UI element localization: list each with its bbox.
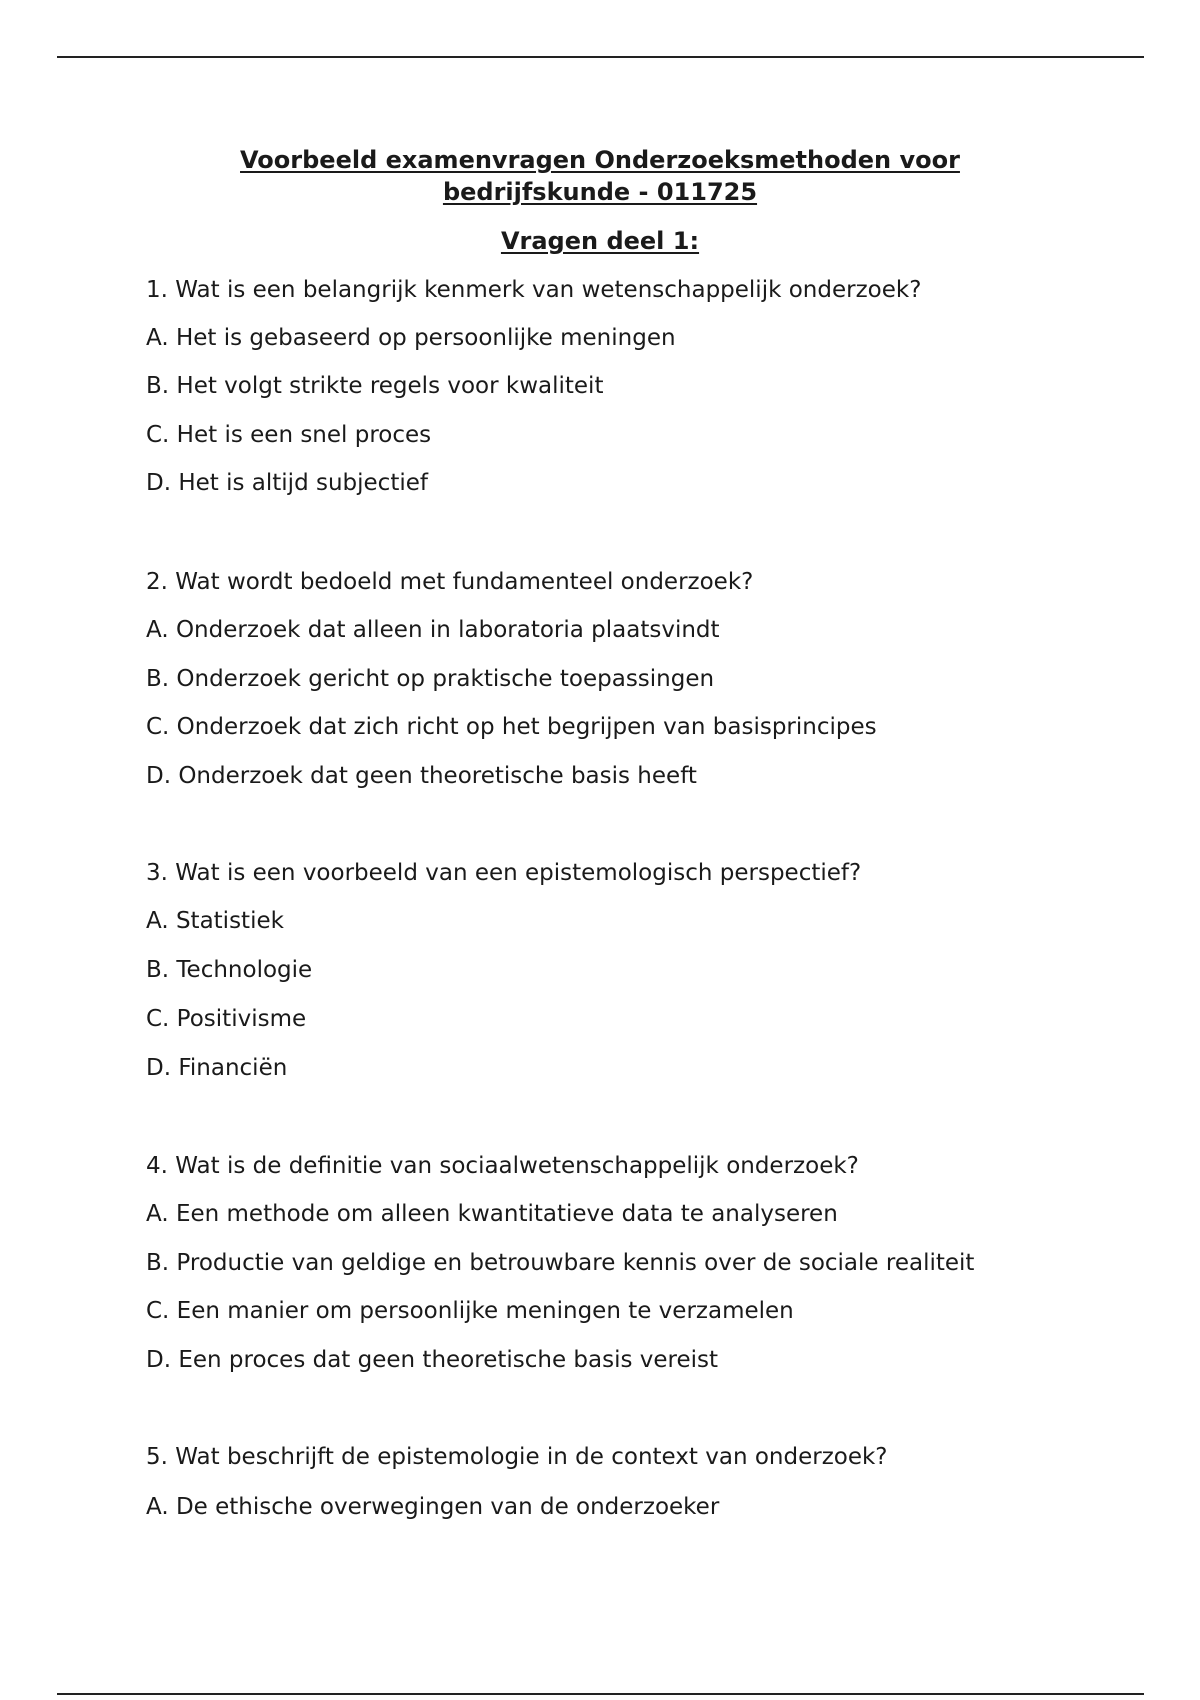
- question-2: 2. Wat wordt bedoeld met fundamenteel onderzoek?: [146, 569, 754, 595]
- question-5-option-a: A. De ethische overwegingen van de onderzoeker: [146, 1494, 720, 1520]
- question-2-option-b: B. Onderzoek gericht op praktische toepassingen: [146, 666, 715, 692]
- question-1-option-a: A. Het is gebaseerd op persoonlijke meningen: [146, 325, 676, 351]
- question-3-option-d: D. Financiën: [146, 1055, 288, 1081]
- question-1: 1. Wat is een belangrijk kenmerk van wetenschappelijk onderzoek?: [146, 277, 922, 303]
- title-line-2: bedrijfskunde - 011725: [442, 178, 758, 206]
- question-3-option-a: A. Statistiek: [146, 908, 284, 934]
- top-rule: [57, 56, 1144, 58]
- question-5: 5. Wat beschrijft de epistemologie in de context van onderzoek?: [146, 1444, 888, 1470]
- question-1-option-b: B. Het volgt strikte regels voor kwaliteit: [146, 373, 604, 399]
- question-3: 3. Wat is een voorbeeld van een epistemologisch perspectief?: [146, 860, 862, 886]
- question-2-option-c: C. Onderzoek dat zich richt op het begrijpen van basisprincipes: [146, 714, 877, 740]
- question-4-option-c: C. Een manier om persoonlijke meningen te verzamelen: [146, 1298, 794, 1324]
- bottom-rule: [57, 1693, 1144, 1695]
- section-heading: Vragen deel 1:: [500, 227, 700, 255]
- question-4-option-b: B. Productie van geldige en betrouwbare kennis over de sociale realiteit: [146, 1250, 975, 1276]
- document-title: [0, 144, 1200, 208]
- question-1-option-d: D. Het is altijd subjectief: [146, 470, 428, 496]
- question-3-option-b: B. Technologie: [146, 957, 313, 983]
- question-4-option-a: A. Een methode om alleen kwantitatieve data te analyseren: [146, 1201, 838, 1227]
- question-2-option-d: D. Onderzoek dat geen theoretische basis heeft: [146, 763, 697, 789]
- question-3-option-c: C. Positivisme: [146, 1006, 307, 1032]
- question-2-option-a: A. Onderzoek dat alleen in laboratoria plaatsvindt: [146, 617, 720, 643]
- question-4-option-d: D. Een proces dat geen theoretische basis vereist: [146, 1347, 719, 1373]
- question-1-option-c: C. Het is een snel proces: [146, 422, 432, 448]
- question-4: 4. Wat is de definitie van sociaalwetenschappelijk onderzoek?: [146, 1153, 859, 1179]
- title-line-1: Voorbeeld examenvragen Onderzoeksmethoden voor: [240, 146, 960, 174]
